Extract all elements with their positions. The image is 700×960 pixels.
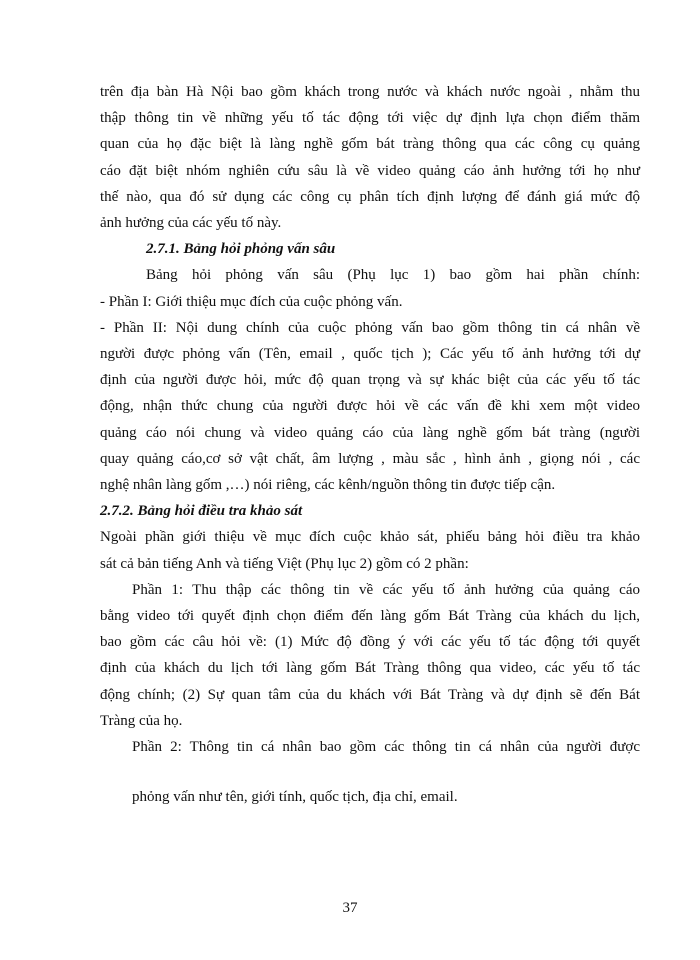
section-heading-2-7-2: 2.7.2. Bảng hỏi điều tra khảo sát bbox=[100, 503, 303, 519]
paragraph-line: quảng cáo nói chung và video quảng cáo của làng nghề gốm bát tràng (người bbox=[100, 425, 640, 441]
paragraph-line: định của khách du lịch tới làng gốm Bát Tràng thông qua video, các yếu tố tác bbox=[100, 660, 640, 676]
page-number: 37 bbox=[342, 900, 358, 916]
paragraph-line: Bảng hỏi phỏng vấn sâu (Phụ lục 1) bao gồm hai phần chính: bbox=[146, 267, 640, 283]
paragraph-line: Ngoài phần giới thiệu về mục đích cuộc khảo sát, phiếu bảng hỏi điều tra khảo bbox=[100, 529, 640, 545]
paragraph-line: thập thông tin về những yếu tố tác động tới việc dự định lựa chọn điểm thăm bbox=[100, 110, 640, 126]
paragraph-line: Tràng của họ. bbox=[100, 713, 183, 729]
paragraph-line: Phần 1: Thu thập các thông tin về các yếu tố ảnh hưởng của quảng cáo bbox=[132, 582, 640, 598]
paragraph-line: ảnh hưởng của các yếu tố này. bbox=[100, 215, 282, 231]
list-item: - Phần II: Nội dung chính của cuộc phỏng vấn bao gồm thông tin cá nhân về bbox=[100, 320, 640, 336]
paragraph-line: sát cả bản tiếng Anh và tiếng Việt (Phụ lục 2) gồm có 2 phần: bbox=[100, 556, 469, 572]
paragraph-line: quay quảng cáo,cơ sở vật chất, âm lượng , màu sắc , hình ảnh , giọng nói , các bbox=[100, 451, 640, 467]
paragraph-line: phỏng vấn như tên, giới tính, quốc tịch, địa chỉ, email. bbox=[132, 789, 458, 805]
paragraph-line: nghệ nhân làng gốm ,…) nói riêng, các kênh/nguồn thông tin được tiếp cận. bbox=[100, 477, 556, 493]
list-item: - Phần I: Giới thiệu mục đích của cuộc phỏng vấn. bbox=[100, 294, 403, 310]
paragraph-line: cáo đặt biệt nhóm nghiên cứu sâu là về video quảng cáo ảnh hưởng tới họ như bbox=[100, 163, 640, 179]
paragraph-line: Phần 2: Thông tin cá nhân bao gồm các thông tin cá nhân của người được bbox=[132, 739, 640, 755]
paragraph-line: thế nào, qua đó sử dụng các công cụ phân tích định lượng để đánh giá mức độ bbox=[100, 189, 640, 205]
paragraph-line: động chính; (2) Sự quan tâm của du khách với Bát Tràng và dự định sẽ đến Bát bbox=[100, 687, 640, 703]
paragraph-line: định của người được hỏi, mức độ quan trọng và sự khác biệt của các yếu tố tác bbox=[100, 372, 640, 388]
paragraph-line: quan của họ đặc biệt là làng nghề gốm bát tràng thông qua các công cụ quảng bbox=[100, 136, 640, 152]
section-heading-2-7-1: 2.7.1. Bảng hỏi phỏng vấn sâu bbox=[146, 241, 336, 257]
paragraph-line: bằng video tới quyết định chọn điểm đến làng gốm Bát Tràng của khách du lịch, bbox=[100, 608, 640, 624]
paragraph-line: trên địa bàn Hà Nội bao gồm khách trong nước và khách nước ngoài , nhằm thu bbox=[100, 84, 640, 100]
paragraph-line: bao gồm các câu hỏi về: (1) Mức độ đồng ý với các yếu tố tác động tới quyết bbox=[100, 634, 640, 650]
paragraph-line: động, nhận thức chung của người được hỏi về các vấn đề khi xem một video bbox=[100, 398, 640, 414]
paragraph-line: người được phỏng vấn (Tên, email , quốc tịch ); Các yếu tố ảnh hưởng tới dự bbox=[100, 346, 640, 362]
